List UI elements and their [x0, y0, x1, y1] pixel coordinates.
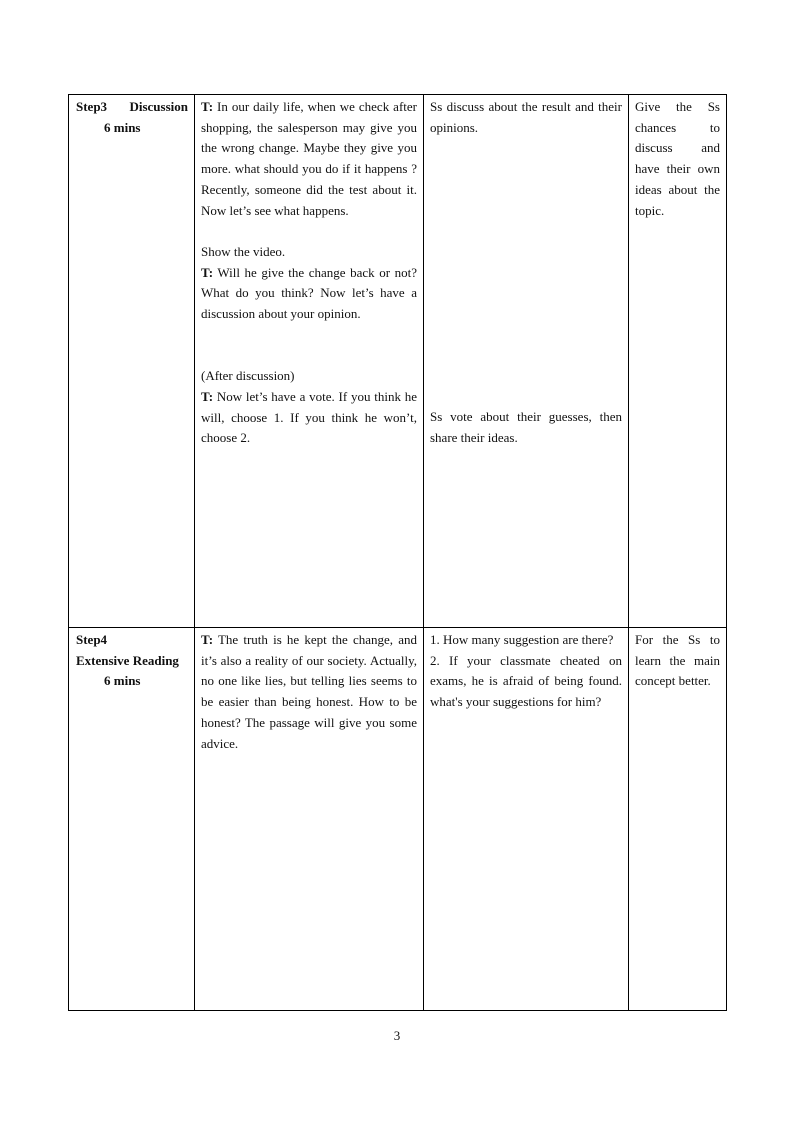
- teacher-label: T:: [201, 99, 214, 114]
- step3-teacher-para-4: (After discussion): [201, 368, 295, 384]
- page-number: 3: [393, 1028, 401, 1043]
- table-row-step4: [69, 628, 727, 1011]
- step4-purpose: For the Ss to learn the main concept better.: [635, 632, 720, 689]
- step3-time: 6 mins: [104, 119, 141, 135]
- step4-teacher-text-1: The truth is he kept the change, and it’s also a reality of our society. Actually, no one like lies, but telling lies seems to be easier than being honest. How to be honest? The passage will give you some advice.: [201, 632, 417, 751]
- step3-purpose: Give the Ss chances to discuss and have their own ideas about the topic.: [635, 99, 720, 218]
- step3-teacher-text-5: Now let’s have a vote. If you think he will, choose 1. If you think he won’t, choose 2.: [201, 388, 417, 446]
- teacher-label: T:: [201, 264, 214, 280]
- step4-students-cell: [424, 628, 629, 1011]
- spacer: [430, 263, 622, 304]
- step4-time: 6 mins: [104, 673, 141, 689]
- step4-teacher-cell: [195, 628, 424, 1011]
- spacer: [430, 304, 622, 345]
- spacer: [430, 138, 622, 179]
- step3-teacher-cell: [195, 95, 424, 628]
- step3-title: Step3 Discussion: [76, 99, 188, 114]
- spacer: [430, 387, 622, 408]
- step4-purpose-cell: [629, 628, 727, 1011]
- step3-students-cell: [424, 95, 629, 628]
- step3-teacher-para-2: Show the video.: [201, 243, 286, 259]
- step3-teacher-para-5: [201, 387, 417, 449]
- table-row-step3: [69, 95, 727, 628]
- spacer: [201, 221, 417, 242]
- step4-question-1: 1. How many suggestion are there?: [430, 632, 614, 647]
- step4-teacher-para-1: [201, 630, 417, 754]
- step4-title-line-2: Extensive Reading: [76, 652, 179, 668]
- step3-teacher-para-3: [201, 263, 417, 325]
- step4-cell: [69, 628, 195, 1011]
- spacer: [430, 345, 622, 386]
- step4-question-2: 2. If your classmate cheated on exams, he is afraid of being found. what's your suggestions for him?: [430, 652, 622, 710]
- step3-purpose-cell: [629, 95, 727, 628]
- step3-teacher-para-1: [201, 97, 417, 221]
- spacer: [201, 325, 417, 366]
- lesson-plan-table: [68, 94, 727, 1011]
- step3-teacher-text-3: Will he give the change back or not? What do you think? Now let’s have a discussion about your opinion.: [201, 264, 417, 322]
- step4-title: Step4: [76, 632, 108, 647]
- step3-students-para-1: Ss discuss about the result and their opinions.: [430, 99, 622, 135]
- spacer: [430, 221, 622, 262]
- step3-students-para-2: Ss vote about their guesses, then share their ideas.: [430, 409, 622, 446]
- step3-cell: [69, 95, 195, 628]
- teacher-label: T:: [201, 632, 214, 647]
- step3-teacher-text-1: In our daily life, when we check after shopping, the salesperson may give you the wrong change. Maybe they give you more. what should you do if it happens ? Recently, someone did the test about it. Now let’s see what happens.: [201, 99, 417, 218]
- spacer: [430, 180, 622, 221]
- teacher-label: T:: [201, 388, 214, 404]
